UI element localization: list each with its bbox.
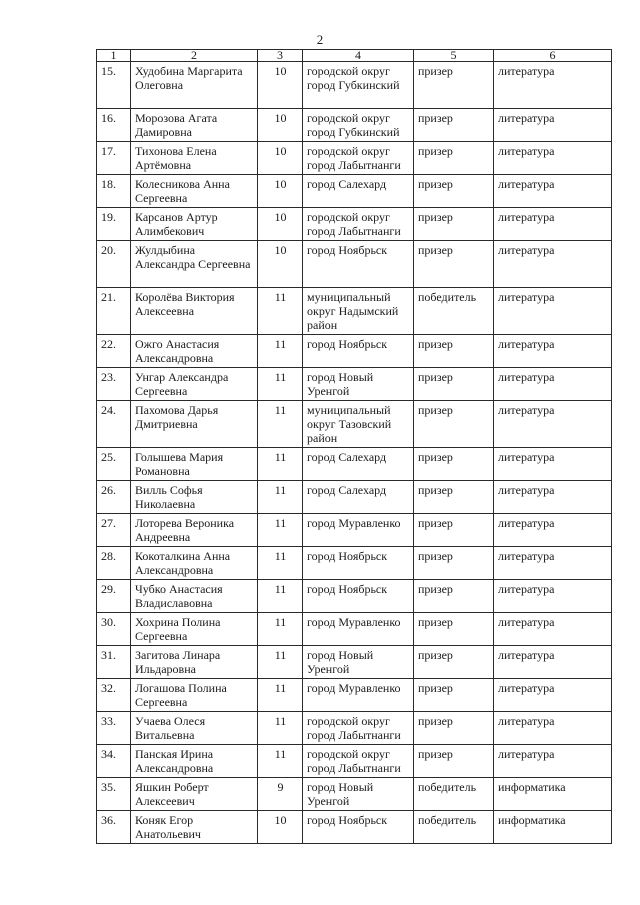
municipality: город Ноябрьск xyxy=(303,241,414,288)
row-number: 21. xyxy=(97,288,131,335)
municipality: город Новый Уренгой xyxy=(303,778,414,811)
row-number: 32. xyxy=(97,679,131,712)
column-header: 4 xyxy=(303,50,414,62)
municipality: город Ноябрьск xyxy=(303,580,414,613)
subject: литература xyxy=(494,679,612,712)
subject: литература xyxy=(494,547,612,580)
municipality: город Салехард xyxy=(303,481,414,514)
subject: литература xyxy=(494,401,612,448)
subject: литература xyxy=(494,109,612,142)
participant-name: Тихонова Елена Артёмовна xyxy=(131,142,258,175)
subject: литература xyxy=(494,514,612,547)
row-number: 36. xyxy=(97,811,131,844)
municipality: муниципальный округ Надымский район xyxy=(303,288,414,335)
grade: 11 xyxy=(258,288,303,335)
row-number: 30. xyxy=(97,613,131,646)
status: призер xyxy=(414,401,494,448)
municipality: город Ноябрьск xyxy=(303,335,414,368)
grade: 10 xyxy=(258,175,303,208)
table-row xyxy=(97,368,612,401)
status: призер xyxy=(414,613,494,646)
participant-name: Учаева Олеся Витальевна xyxy=(131,712,258,745)
grade: 11 xyxy=(258,613,303,646)
municipality: город Салехард xyxy=(303,448,414,481)
table-row xyxy=(97,208,612,241)
status: победитель xyxy=(414,778,494,811)
participant-name: Жулдыбина Александра Сергеевна xyxy=(131,241,258,288)
row-number: 20. xyxy=(97,241,131,288)
row-number: 23. xyxy=(97,368,131,401)
subject: литература xyxy=(494,142,612,175)
participant-name: Хохрина Полина Сергеевна xyxy=(131,613,258,646)
subject: информатика xyxy=(494,778,612,811)
row-number: 29. xyxy=(97,580,131,613)
table-row xyxy=(97,335,612,368)
status: призер xyxy=(414,646,494,679)
participant-name: Худобина Маргарита Олеговна xyxy=(131,62,258,109)
participant-name: Коняк Егор Анатольевич xyxy=(131,811,258,844)
municipality: городской округ город Лабытнанги xyxy=(303,142,414,175)
table-row xyxy=(97,514,612,547)
participant-name: Ожго Анастасия Александровна xyxy=(131,335,258,368)
municipality: городской округ город Лабытнанги xyxy=(303,712,414,745)
participant-name: Логашова Полина Сергеевна xyxy=(131,679,258,712)
table-row xyxy=(97,811,612,844)
table-row xyxy=(97,401,612,448)
municipality: город Ноябрьск xyxy=(303,547,414,580)
status: призер xyxy=(414,175,494,208)
table-row xyxy=(97,712,612,745)
table-row xyxy=(97,745,612,778)
status: призер xyxy=(414,241,494,288)
municipality: город Муравленко xyxy=(303,679,414,712)
table-row xyxy=(97,288,612,335)
row-number: 18. xyxy=(97,175,131,208)
grade: 11 xyxy=(258,401,303,448)
grade: 10 xyxy=(258,62,303,109)
subject: литература xyxy=(494,335,612,368)
municipality: город Новый Уренгой xyxy=(303,368,414,401)
municipality: город Ноябрьск xyxy=(303,811,414,844)
grade: 10 xyxy=(258,208,303,241)
row-number: 34. xyxy=(97,745,131,778)
column-header: 2 xyxy=(131,50,258,62)
participant-name: Чубко Анастасия Владиславовна xyxy=(131,580,258,613)
column-header: 1 xyxy=(97,50,131,62)
row-number: 24. xyxy=(97,401,131,448)
row-number: 26. xyxy=(97,481,131,514)
municipality: городской округ город Губкинский xyxy=(303,109,414,142)
table-row xyxy=(97,109,612,142)
row-number: 17. xyxy=(97,142,131,175)
municipality: муниципальный округ Тазовский район xyxy=(303,401,414,448)
municipality: город Салехард xyxy=(303,175,414,208)
row-number: 22. xyxy=(97,335,131,368)
participant-name: Пахомова Дарья Дмитриевна xyxy=(131,401,258,448)
grade: 11 xyxy=(258,481,303,514)
grade: 11 xyxy=(258,368,303,401)
subject: литература xyxy=(494,175,612,208)
status: призер xyxy=(414,712,494,745)
table-row xyxy=(97,448,612,481)
status: призер xyxy=(414,745,494,778)
row-number: 25. xyxy=(97,448,131,481)
status: призер xyxy=(414,208,494,241)
subject: информатика xyxy=(494,811,612,844)
subject: литература xyxy=(494,481,612,514)
grade: 11 xyxy=(258,448,303,481)
subject: литература xyxy=(494,208,612,241)
winners-table xyxy=(96,49,612,844)
subject: литература xyxy=(494,613,612,646)
subject: литература xyxy=(494,62,612,109)
subject: литература xyxy=(494,580,612,613)
status: призер xyxy=(414,580,494,613)
table-row xyxy=(97,778,612,811)
participant-name: Лоторева Вероника Андреевна xyxy=(131,514,258,547)
municipality: город Муравленко xyxy=(303,613,414,646)
grade: 9 xyxy=(258,778,303,811)
grade: 11 xyxy=(258,514,303,547)
status: призер xyxy=(414,679,494,712)
grade: 11 xyxy=(258,580,303,613)
row-number: 28. xyxy=(97,547,131,580)
grade: 11 xyxy=(258,712,303,745)
row-number: 35. xyxy=(97,778,131,811)
participant-name: Королёва Виктория Алексеевна xyxy=(131,288,258,335)
table-header-row xyxy=(97,50,612,62)
municipality: город Новый Уренгой xyxy=(303,646,414,679)
status: призер xyxy=(414,547,494,580)
grade: 10 xyxy=(258,811,303,844)
participant-name: Кокоталкина Анна Александровна xyxy=(131,547,258,580)
participant-name: Голышева Мария Романовна xyxy=(131,448,258,481)
subject: литература xyxy=(494,448,612,481)
row-number: 31. xyxy=(97,646,131,679)
row-number: 19. xyxy=(97,208,131,241)
row-number: 16. xyxy=(97,109,131,142)
status: победитель xyxy=(414,811,494,844)
row-number: 15. xyxy=(97,62,131,109)
participant-name: Загитова Линара Ильдаровна xyxy=(131,646,258,679)
status: призер xyxy=(414,368,494,401)
grade: 10 xyxy=(258,109,303,142)
status: призер xyxy=(414,109,494,142)
participant-name: Морозова Агата Дамировна xyxy=(131,109,258,142)
table-row xyxy=(97,62,612,109)
status: призер xyxy=(414,514,494,547)
table-row xyxy=(97,142,612,175)
municipality: городской округ город Лабытнанги xyxy=(303,208,414,241)
subject: литература xyxy=(494,288,612,335)
status: победитель xyxy=(414,288,494,335)
column-header: 5 xyxy=(414,50,494,62)
participant-name: Колесникова Анна Сергеевна xyxy=(131,175,258,208)
grade: 11 xyxy=(258,745,303,778)
participant-name: Карсанов Артур Алимбекович xyxy=(131,208,258,241)
subject: литература xyxy=(494,646,612,679)
column-header: 6 xyxy=(494,50,612,62)
subject: литература xyxy=(494,368,612,401)
subject: литература xyxy=(494,712,612,745)
table-row xyxy=(97,241,612,288)
municipality: городской округ город Губкинский xyxy=(303,62,414,109)
status: призер xyxy=(414,62,494,109)
status: призер xyxy=(414,335,494,368)
grade: 11 xyxy=(258,335,303,368)
grade: 11 xyxy=(258,679,303,712)
participant-name: Яшкин Роберт Алексеевич xyxy=(131,778,258,811)
municipality: город Муравленко xyxy=(303,514,414,547)
status: призер xyxy=(414,481,494,514)
table-row xyxy=(97,679,612,712)
participant-name: Унгар Александра Сергеевна xyxy=(131,368,258,401)
table-row xyxy=(97,580,612,613)
table-row xyxy=(97,646,612,679)
municipality: городской округ город Лабытнанги xyxy=(303,745,414,778)
page-number: 2 xyxy=(316,32,324,47)
grade: 11 xyxy=(258,547,303,580)
table-row xyxy=(97,175,612,208)
grade: 11 xyxy=(258,646,303,679)
subject: литература xyxy=(494,241,612,288)
table-row xyxy=(97,547,612,580)
status: призер xyxy=(414,448,494,481)
row-number: 33. xyxy=(97,712,131,745)
table-row xyxy=(97,481,612,514)
status: призер xyxy=(414,142,494,175)
column-header: 3 xyxy=(258,50,303,62)
participant-name: Вилль Софья Николаевна xyxy=(131,481,258,514)
grade: 10 xyxy=(258,142,303,175)
table-row xyxy=(97,613,612,646)
row-number: 27. xyxy=(97,514,131,547)
participant-name: Панская Ирина Александровна xyxy=(131,745,258,778)
subject: литература xyxy=(494,745,612,778)
grade: 10 xyxy=(258,241,303,288)
